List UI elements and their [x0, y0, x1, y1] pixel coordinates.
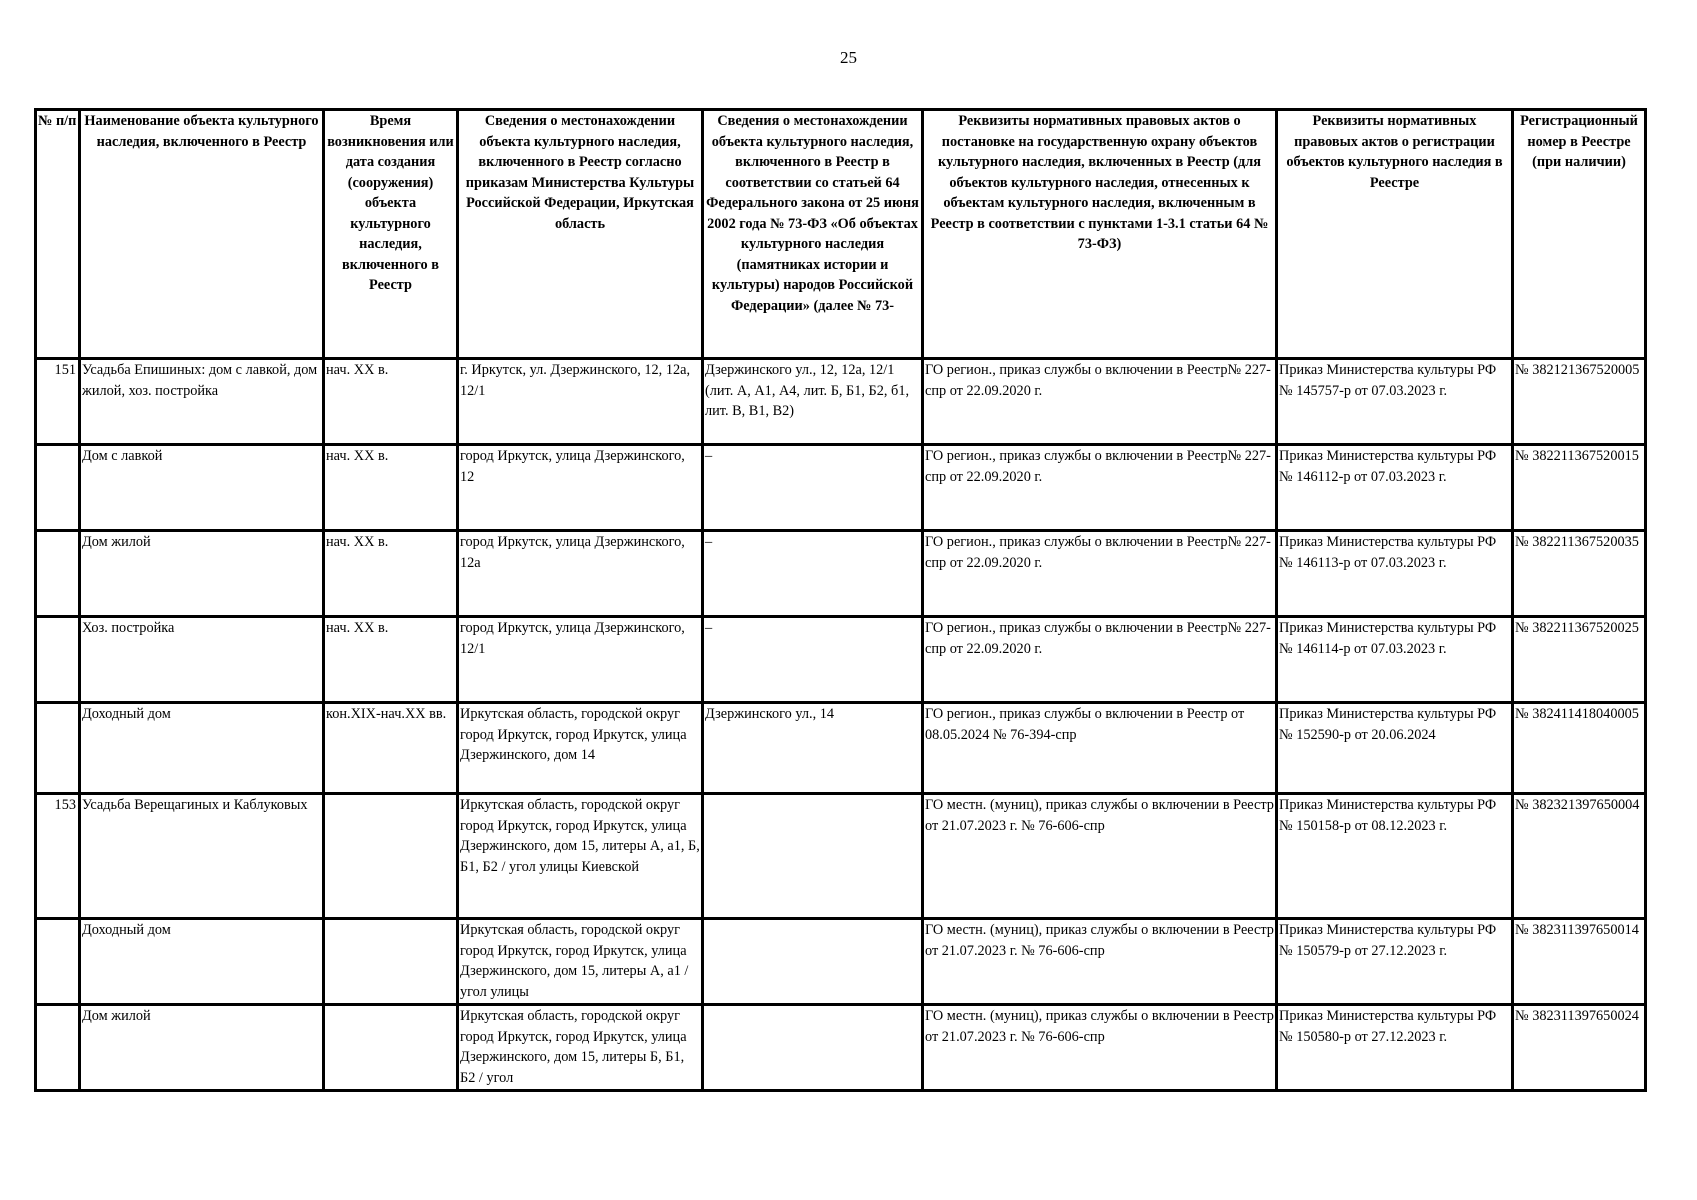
cell-number: [36, 445, 80, 531]
cell-time: нач. XX в.: [324, 445, 458, 531]
cell-protection-act: ГО регион., приказ службы о включении в Реестр№ 227-спр от 22.09.2020 г.: [923, 617, 1277, 703]
cell-name: Дом с лавкой: [80, 445, 324, 531]
cell-location-order: город Иркутск, улица Дзержинского, 12/1: [458, 617, 703, 703]
table-row: [36, 531, 1646, 617]
table-header-row: [36, 110, 1646, 359]
cell-number: [36, 531, 80, 617]
table-row: [36, 919, 1646, 1005]
cell-registration-act: Приказ Министерства культуры РФ № 146113-р от 07.03.2023 г.: [1277, 531, 1513, 617]
cell-protection-act: ГО местн. (муниц), приказ службы о включении в Реестр от 21.07.2023 г. № 76-606-спр: [923, 919, 1277, 1005]
header-registration-act: Реквизиты нормативных правовых актов о регистрации объектов культурного наследия в Реестре: [1277, 110, 1513, 359]
table-row: [36, 1005, 1646, 1091]
header-reg-number: Регистрационный номер в Реестре (при наличии): [1513, 110, 1646, 359]
cell-registration-act: Приказ Министерства культуры РФ № 150158-р от 08.12.2023 г.: [1277, 794, 1513, 919]
cell-reg-number: № 382411418040005: [1513, 703, 1646, 794]
header-number: № п/п: [36, 110, 80, 359]
cell-name: Усадьба Епишиных: дом с лавкой, дом жилой, хоз. постройка: [80, 359, 324, 445]
cell-location-order: Иркутская область, городской округ город Иркутск, город Иркутск, улица Дзержинского, дом 15, литеры А, а1 / угол улицы: [458, 919, 703, 1005]
cell-location-order: Иркутская область, городской округ город Иркутск, город Иркутск, улица Дзержинского, дом 15, литеры А, а1, Б, Б1, Б2 / угол улицы Киевской: [458, 794, 703, 919]
cell-name: Доходный дом: [80, 703, 324, 794]
cell-registration-act: Приказ Министерства культуры РФ № 145757-р от 07.03.2023 г.: [1277, 359, 1513, 445]
cell-name: Хоз. постройка: [80, 617, 324, 703]
cell-protection-act: ГО регион., приказ службы о включении в Реестр№ 227-спр от 22.09.2020 г.: [923, 359, 1277, 445]
cell-location-order: Иркутская область, городской округ город Иркутск, город Иркутск, улица Дзержинского, дом 15, литеры Б, Б1, Б2 / угол: [458, 1005, 703, 1091]
cell-registration-act: Приказ Министерства культуры РФ № 152590-р от 20.06.2024: [1277, 703, 1513, 794]
header-name: Наименование объекта культурного наследия, включенного в Реестр: [80, 110, 324, 359]
table-row: [36, 617, 1646, 703]
cell-reg-number: № 382311397650014: [1513, 919, 1646, 1005]
cell-name: Доходный дом: [80, 919, 324, 1005]
cell-time: нач. XX в.: [324, 359, 458, 445]
header-location-order: Сведения о местонахождении объекта культурного наследия, включенного в Реестр согласно приказам Министерства Культуры Российской Федерации, Иркутская область: [458, 110, 703, 359]
cell-protection-act: ГО местн. (муниц), приказ службы о включении в Реестр от 21.07.2023 г. № 76-606-спр: [923, 794, 1277, 919]
cell-location-art64: –: [703, 617, 923, 703]
cell-number: [36, 919, 80, 1005]
table-row: [36, 794, 1646, 919]
cell-reg-number: № 382311397650024: [1513, 1005, 1646, 1091]
cell-number: [36, 703, 80, 794]
cell-time: [324, 794, 458, 919]
cell-location-order: Иркутская область, городской округ город Иркутск, город Иркутск, улица Дзержинского, дом 14: [458, 703, 703, 794]
table-row: [36, 359, 1646, 445]
heritage-registry-table: [34, 108, 1647, 1092]
cell-reg-number: № 382211367520015: [1513, 445, 1646, 531]
cell-reg-number: № 382211367520035: [1513, 531, 1646, 617]
cell-location-art64: [703, 1005, 923, 1091]
cell-registration-act: Приказ Министерства культуры РФ № 150580-р от 27.12.2023 г.: [1277, 1005, 1513, 1091]
cell-protection-act: ГО регион., приказ службы о включении в Реестр№ 227-спр от 22.09.2020 г.: [923, 531, 1277, 617]
header-protection-act: Реквизиты нормативных правовых актов о постановке на государственную охрану объектов культурного наследия, включенных в Реестр (для объектов культурного наследия, отнесенных к объектам культурного наследия, включенным в Реестр в соответствии с пунктами 1-3.1 статьи 64 № 73-ФЗ): [923, 110, 1277, 359]
cell-reg-number: № 382211367520025: [1513, 617, 1646, 703]
cell-registration-act: Приказ Министерства культуры РФ № 146112-р от 07.03.2023 г.: [1277, 445, 1513, 531]
header-location-art64: Сведения о местонахождении объекта культурного наследия, включенного в Реестр в соответствии со статьей 64 Федерального закона от 25 июня 2002 года № 73-ФЗ «Об объектах культурного наследия (памятниках истории и культуры) народов Российской Федерации» (далее № 73-: [703, 110, 923, 359]
cell-reg-number: № 382321397650004: [1513, 794, 1646, 919]
cell-protection-act: ГО местн. (муниц), приказ службы о включении в Реестр от 21.07.2023 г. № 76-606-спр: [923, 1005, 1277, 1091]
cell-number: [36, 1005, 80, 1091]
cell-protection-act: ГО регион., приказ службы о включении в Реестр от 08.05.2024 № 76-394-спр: [923, 703, 1277, 794]
cell-time: нач. XX в.: [324, 531, 458, 617]
cell-location-art64: –: [703, 531, 923, 617]
cell-registration-act: Приказ Министерства культуры РФ № 146114-р от 07.03.2023 г.: [1277, 617, 1513, 703]
cell-name: Дом жилой: [80, 1005, 324, 1091]
cell-protection-act: ГО регион., приказ службы о включении в Реестр№ 227-спр от 22.09.2020 г.: [923, 445, 1277, 531]
cell-registration-act: Приказ Министерства культуры РФ № 150579-р от 27.12.2023 г.: [1277, 919, 1513, 1005]
cell-number: [36, 617, 80, 703]
header-time: Время возникновения или дата создания (сооружения) объекта культурного наследия, включенного в Реестр: [324, 110, 458, 359]
cell-name: Дом жилой: [80, 531, 324, 617]
cell-name: Усадьба Верещагиных и Каблуковых: [80, 794, 324, 919]
cell-reg-number: № 382121367520005: [1513, 359, 1646, 445]
cell-number: 151: [36, 359, 80, 445]
cell-time: [324, 919, 458, 1005]
cell-location-art64: [703, 794, 923, 919]
cell-location-art64: –: [703, 445, 923, 531]
cell-time: [324, 1005, 458, 1091]
page-number: 25: [840, 48, 857, 67]
table-row: [36, 703, 1646, 794]
cell-time: кон.XIX-нач.XX вв.: [324, 703, 458, 794]
cell-location-art64: Дзержинского ул., 14: [703, 703, 923, 794]
cell-location-order: город Иркутск, улица Дзержинского, 12а: [458, 531, 703, 617]
cell-location-art64: [703, 919, 923, 1005]
cell-location-order: город Иркутск, улица Дзержинского, 12: [458, 445, 703, 531]
cell-time: нач. XX в.: [324, 617, 458, 703]
cell-location-order: г. Иркутск, ул. Дзержинского, 12, 12а, 12/1: [458, 359, 703, 445]
cell-number: 153: [36, 794, 80, 919]
cell-location-art64: Дзержинского ул., 12, 12а, 12/1 (лит. А, А1, А4, лит. Б, Б1, Б2, б1, лит. В, В1, В2): [703, 359, 923, 445]
table-row: [36, 445, 1646, 531]
